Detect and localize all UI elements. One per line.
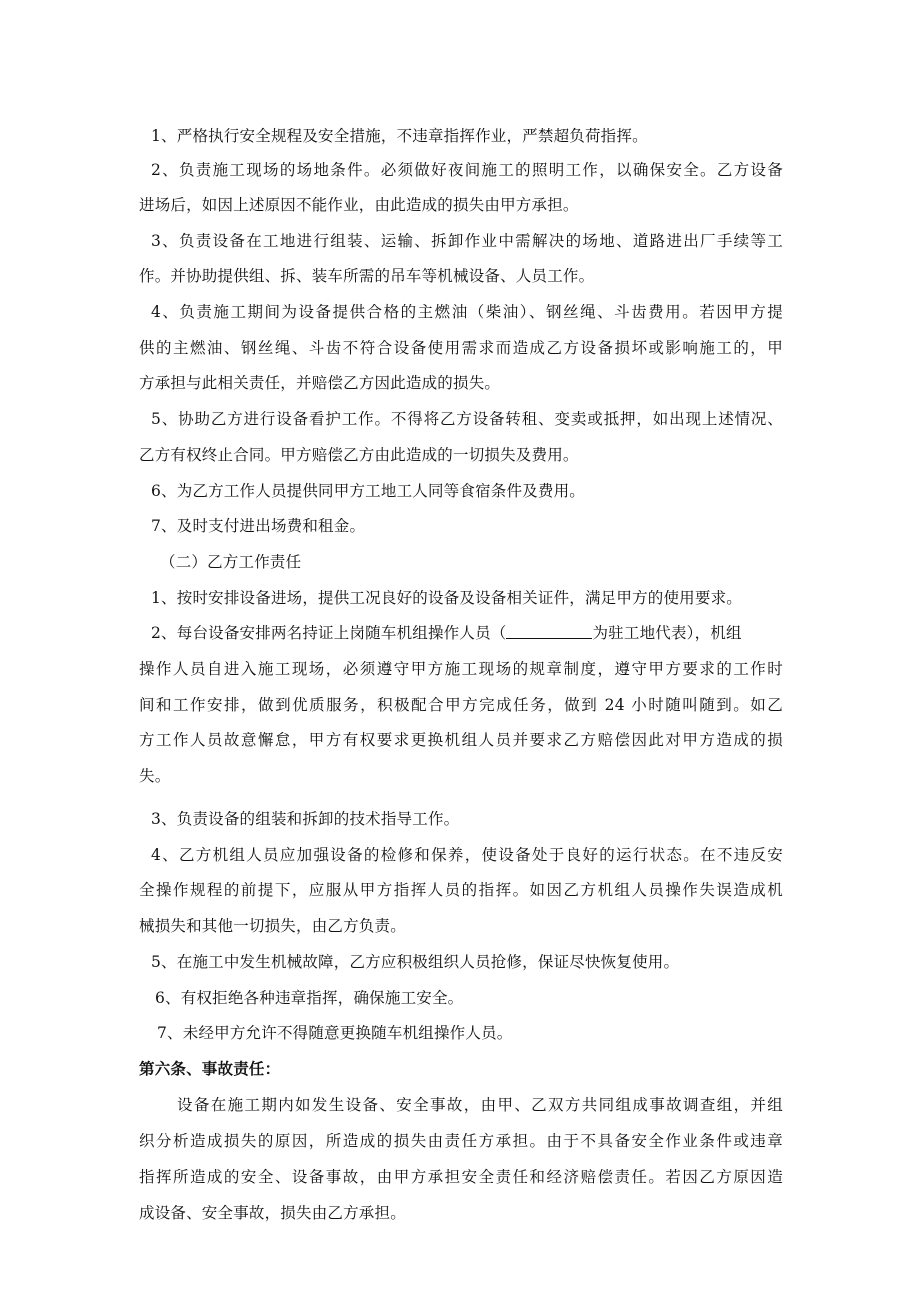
party-a-duty-3-line-2: 作。并协助提供组、拆、装车所需的吊车等机械设备、人员工作。 [139,267,595,285]
party-a-duty-6: 6、为乙方工作人员提供同甲方工地工人同等食宿条件及费用。 [151,482,585,500]
representative-blank-field[interactable] [506,624,592,639]
party-b-duty-4-line-1: 4、乙方机组人员应加强设备的检修和保养，使设备处于良好的运行状态。在不违反安 [151,846,783,864]
party-a-duty-7: 7、及时支付进出场费和租金。 [151,517,366,535]
party-a-duty-4-line-2: 供的主燃油、钢丝绳、斗齿不符合设备使用需求而造成乙方设备损坏或影响施工的，甲 [139,339,783,357]
party-b-duty-2-line-5: 失。 [139,767,171,785]
party-b-duty-6: 6、有权拒绝各种违章指挥，确保施工安全。 [155,989,464,1007]
party-b-duty-2-line-1 [151,623,801,643]
party-b-duty-2-line-3: 间和工作安排，做到优质服务，积极配合甲方完成任务，做到 24 小时随叫随到。如乙 [139,696,783,714]
party-a-duty-4-line-1: 4、负责施工期间为设备提供合格的主燃油（柴油）、钢丝绳、斗齿费用。若因甲方提 [151,303,783,321]
article-6-body-line-3: 指挥所造成的安全、设备事故，由甲方承担安全责任和经济赔偿责任。若因乙方原因造 [139,1168,783,1186]
party-a-duty-1: 1、严格执行安全规程及安全措施，不违章指挥作业，严禁超负荷指挥。 [151,127,648,145]
article-6-body-line-4: 成设备、安全事故，损失由乙方承担。 [139,1204,406,1222]
party-b-duty-4-line-2: 全操作规程的前提下，应服从甲方指挥人员的指挥。如因乙方机组人员操作失误造成机 [139,881,783,899]
party-b-duty-4-line-3: 械损失和其他一切损失，由乙方负责。 [139,917,406,935]
article-6-body-line-2: 织分析造成损失的原因，所造成的损失由责任方承担。由于不具备安全作业条件或违章 [139,1132,783,1150]
section-heading-party-b: （二）乙方工作责任 [160,553,302,571]
party-a-duty-4-line-3: 方承担与此相关责任，并赔偿乙方因此造成的损失。 [139,374,501,392]
party-b-duty-1: 1、按时安排设备进场，提供工况良好的设备及设备相关证件，满足甲方的使用要求。 [151,589,742,607]
party-a-duty-5-line-2: 乙方有权终止合同。甲方赔偿乙方由此造成的一切损失及费用。 [139,446,579,464]
party-b-duty-3: 3、负责设备的组装和拆卸的技术指导工作。 [151,810,460,828]
party-b-duty-2-line-2: 操作人员自进入施工现场，必须遵守甲方施工现场的规章制度，遵守甲方要求的工作时 [139,660,783,678]
party-b-duty-2-text-a: 2、每台设备安排两名持证上岗随车机组操作人员（ [151,624,507,642]
party-a-duty-5-line-1: 5、协助乙方进行设备看护工作。不得将乙方设备转租、变卖或抵押，如出现上述情况、 [151,410,783,428]
party-b-duty-7: 7、未经甲方允许不得随意更换随车机组操作人员。 [157,1024,513,1042]
party-a-duty-2-line-2: 进场后，如因上述原因不能作业，由此造成的损失由甲方承担。 [139,196,579,214]
party-a-duty-2-line-1: 2、负责施工现场的场地条件。必须做好夜间施工的照明工作，以确保安全。乙方设备 [151,161,783,179]
party-a-duty-3-line-1: 3、负责设备在工地进行组装、运输、拆卸作业中需解决的场地、道路进出厂手续等工 [151,232,783,250]
party-b-duty-2-line-4: 方工作人员故意懈怠，甲方有权要求更换机组人员并要求乙方赔偿因此对甲方造成的损 [139,731,783,749]
party-b-duty-2-text-b: 为驻工地代表），机组 [592,624,742,642]
article-6-heading: 第六条、事故责任： [139,1059,281,1078]
party-b-duty-5: 5、在施工中发生机械故障，乙方应积极组织人员抢修，保证尽快恢复使用。 [151,953,680,971]
article-6-body-line-1: 设备在施工期内如发生设备、安全事故，由甲、乙双方共同组成事故调查组，并组 [177,1096,783,1114]
